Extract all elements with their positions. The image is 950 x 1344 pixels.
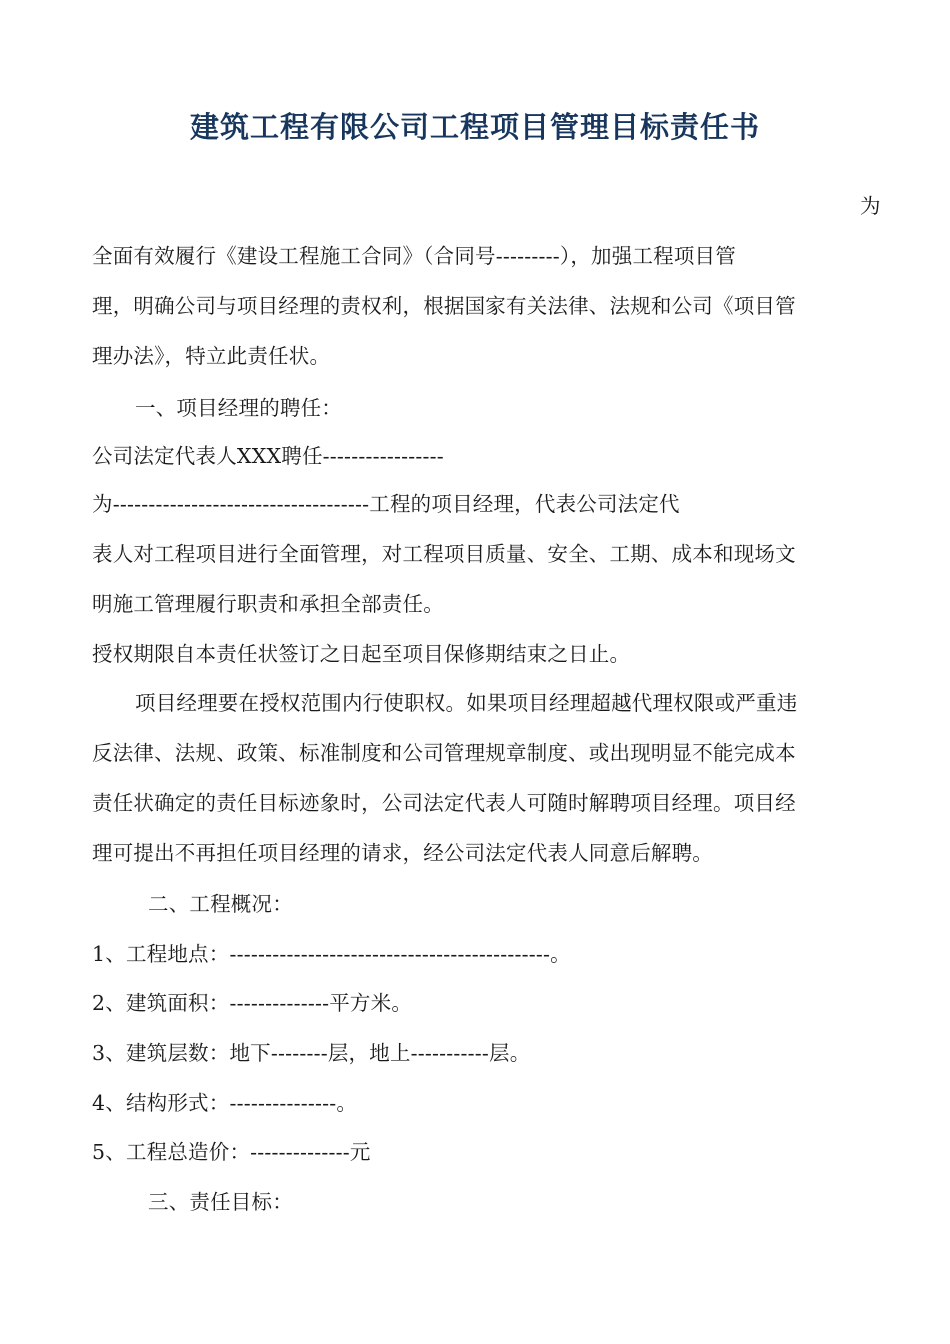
section1-line-3: 表人对工程项目进行全面管理，对工程项目质量、安全、工期、成本和现场文: [92, 542, 796, 566]
section2-heading: 二、工程概况：: [148, 892, 293, 916]
section1-line-5: 授权期限自本责任状签订之日起至项目保修期结束之日止。: [92, 642, 631, 666]
intro-line-0: 为: [860, 194, 881, 218]
section1-para2-line-3: 责任状确定的责任目标迹象时，公司法定代表人可随时解聘项目经理。项目经: [92, 791, 796, 815]
section1-para2-line-4: 理可提出不再担任项目经理的请求，经公司法定代表人同意后解聘。: [92, 841, 713, 865]
section1-para2-line-2: 反法律、法规、政策、标准制度和公司管理规章制度、或出现明显不能完成本: [92, 741, 796, 765]
intro-line-1: 全面有效履行《建设工程施工合同》（合同号---------），加强工程项目管: [92, 244, 736, 268]
section2-item-3: 3、建筑层数：地下--------层，地上-----------层。: [92, 1041, 531, 1065]
section2-item-2: 2、建筑面积：--------------平方米。: [92, 991, 413, 1015]
intro-line-3: 理办法》，特立此责任状。: [92, 344, 331, 368]
section2-item-1: 1、工程地点：---------------------------------------------。: [92, 942, 571, 966]
section1-line-2: 为------------------------------------工程的项目经理，代表公司法定代: [92, 492, 680, 516]
section2-item-4: 4、结构形式：---------------。: [92, 1091, 358, 1115]
section1-para2-line-1: 项目经理要在授权范围内行使职权。如果项目经理超越代理权限或严重违: [135, 691, 798, 715]
document-title: 建筑工程有限公司工程项目管理目标责任书: [189, 110, 760, 144]
intro-line-2: 理，明确公司与项目经理的责权利，根据国家有关法律、法规和公司《项目管: [92, 294, 796, 318]
section1-line-4: 明施工管理履行职责和承担全部责任。: [92, 592, 444, 616]
section1-heading: 一、项目经理的聘任：: [135, 396, 342, 420]
section2-item-5: 5、工程总造价：--------------元: [92, 1140, 371, 1164]
section1-line-1: 公司法定代表人XXX聘任-----------------: [92, 444, 444, 468]
section3-heading: 三、责任目标：: [148, 1190, 293, 1214]
